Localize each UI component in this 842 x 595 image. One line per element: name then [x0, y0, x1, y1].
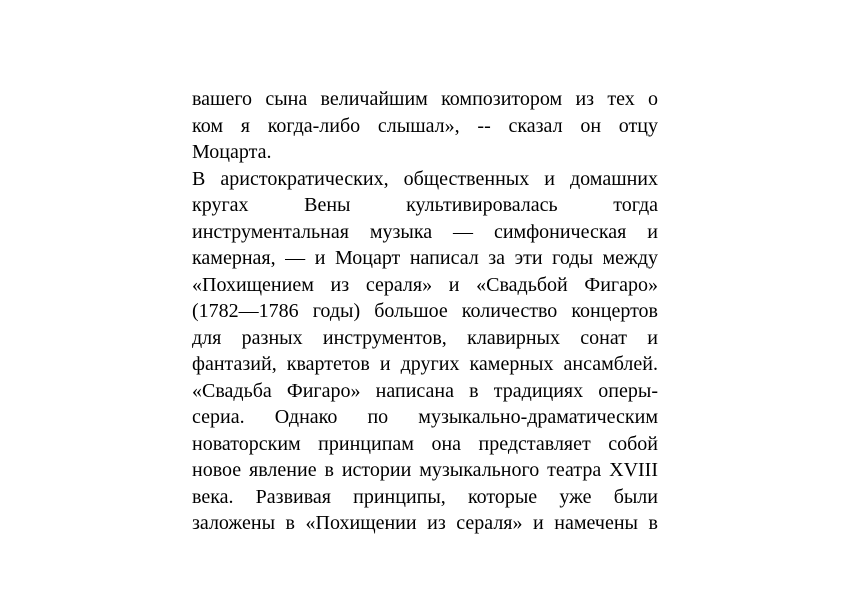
text-line: кругах Вены культивировалась тогда [192, 194, 658, 216]
text-line: века. Развивая принципы, которые уже были [192, 485, 658, 508]
text-line: сериа. Однако по музыкально-драматическим [192, 406, 658, 428]
text-line: (1782—1786 годы) большое количество концертов [192, 300, 658, 322]
text-line: для разных инструментов, клавирных сонат и [192, 326, 658, 349]
text-line: «Свадьба Фигаро» написана в традициях оперы- [192, 379, 658, 402]
text-line: новое явление в истории музыкального театра XVIII [192, 459, 658, 481]
text-line: «Похищением из сераля» и «Свадьбой Фигаро» [192, 273, 658, 296]
text-line: камерная, — и Моцарт написал за эти годы между [192, 247, 658, 269]
text-line: новаторским принципам она представляет собой [192, 432, 658, 455]
body-text [192, 86, 658, 537]
text-line: инструментальная музыка — симфоническая и [192, 220, 658, 243]
text-line: фантазий, квартетов и других камерных ансамблей. [192, 353, 658, 375]
text-line: вашего сына величайшим композитором из тех о [192, 88, 658, 110]
text-line: заложены в «Похищении из сераля» и намечены в [192, 512, 658, 534]
text-line: ком я когда-либо слышал», -- сказал он отцу [192, 114, 658, 137]
text-line: В аристократических, общественных и домашних [192, 167, 658, 190]
text-line: Моцарта. [192, 141, 272, 163]
